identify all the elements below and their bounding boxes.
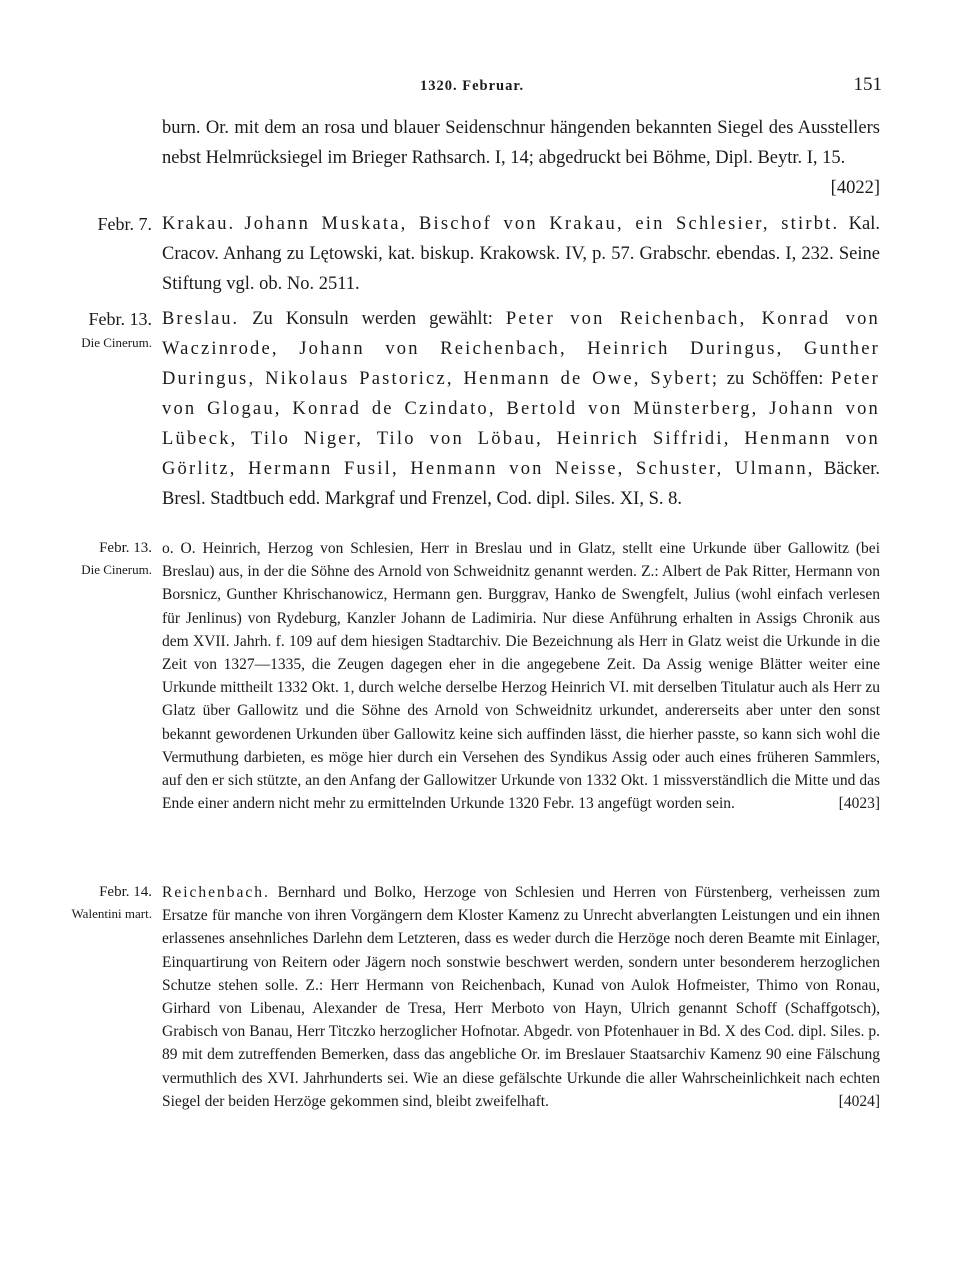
- feast-day: Walentini mart.: [71, 906, 152, 921]
- date-label: Febr. 13.: [99, 540, 152, 556]
- entry-body: zu Schöffen:: [726, 369, 824, 389]
- entry-date: [0, 209, 152, 239]
- date-label: Febr. 13.: [88, 309, 152, 329]
- entry-text: [162, 304, 880, 514]
- entry-body: o. O. Heinrich, Herzog von Schlesien, Herr in Breslau und in Glatz, stellt eine Urkunde über Gallowitz (bei Breslau) aus, in der die Söhne des Arnold von Schweidnitz genannt werden. Z.: Albert de Pak Ritter, Hermann von Borsnicz, Gunther Khrischanowicz, Hermann gen. Burggrav, Hanko de Swengfelt, Julius (wohl einfach verlesen für Jenlinus) von Rydeburg, Kanzler Johann de Ladimiria. Nur diese Anführung erhalten in Assigs Chronik aus dem XVII. Jahrh. f. 109 auf dem hiesigen Stadtarchiv. Die Bezeichnung als Herr in Glatz weist die Urkunde in die Zeit von 1327—1335, die Zeugen dagegen eher in die angegebene Zeit. Da Assig wenige Blätter weiter eine Urkunde mittheilt 1332 Okt. 1, durch welche derselbe Herzog Heinrich VI. mit derselben Titulatur auch als Herr zu Glatz über Gallowitz und die Söhne des Arnold von Schweidnitz urkundet, andererseits aber unter den sonst bekannt gewordenen Urkunden über Gallowitz keine sich auffinden lässt, die hierher passte, so kann sich wohl die Vermuthung darbieten, es möge hier durch ein Versehen des Syndikus Assig oder auch eines früheren Sammlers, auf den er sich stützte, an den Anfang der Gallowitzer Urkunde von 1332 Okt. 1 missverständlich die Mitte und das Ende einer andern nicht mehr zu ermittelnden Urkunde 1320 Febr. 13 angefügt worden sein.: [162, 540, 880, 813]
- entry-number: [4022]: [830, 178, 880, 198]
- entry-text: [162, 113, 880, 203]
- entry-date: [0, 537, 152, 580]
- entry-lead: Johann Muskata, Bischof von Krakau, ein Schlesier, stirbt.: [244, 214, 840, 234]
- entry-date: [0, 881, 152, 924]
- place-name: Breslau.: [162, 309, 240, 329]
- page-number: 151: [853, 74, 882, 95]
- consul-names: Peter von Reichenbach, Konrad von Waczinrode, Johann von Reichenbach, Heinrich Duringus, Gunther Duringus, Nikolaus Pastoricz, Henmann de Owe, Sybert;: [162, 309, 880, 389]
- schoeffen-names: Peter von Glogau, Konrad de Czindato, Bertold von Münsterberg, Johann von Lübeck, Tilo Niger, Tilo von Löbau, Heinrich Siffridi, Henmann von Görlitz, Hermann Fusil, Henmann von Neisse, Schuster, Ulmann,: [162, 369, 881, 479]
- page-header: [160, 74, 882, 104]
- entry-number: [4023]: [838, 795, 880, 813]
- feast-day: Die Cinerum.: [81, 562, 152, 577]
- entry-body: Zu Konsuln werden gewählt:: [252, 309, 493, 329]
- entry-text: [162, 209, 880, 299]
- entry-text: [162, 881, 880, 1113]
- date-label: Febr. 14.: [99, 884, 152, 900]
- feast-day: Die Cinerum.: [81, 335, 152, 350]
- place-name: Reichenbach.: [162, 884, 270, 901]
- entry-number: [4024]: [838, 1092, 880, 1110]
- entry-body: burn. Or. mit dem an rosa und blauer Seidenschnur hängenden bekannten Siegel des Ausstellers nebst Helmrücksiegel im Brieger Rathsarch. I, 14; abgedruckt bei Böhme, Dipl. Beytr. I, 15.: [162, 118, 880, 168]
- date-label: Febr. 7.: [97, 214, 152, 234]
- entry-body: Bernhard und Bolko, Herzoge von Schlesien und Herren von Fürstenberg, verheissen zum Ersatze für manche von ihren Vorgängern dem Kloster Kamenz zu Unrecht abverlangten Leistungen und ein ihnen erlassenes ansehnliches Darlehn dem Letzteren, dass es weder durch die Herzöge noch deren Beamte mit Einlager, Einquartirung von Reitern oder Jägern noch sonstwie beschwert werden, sondern unter besonderem herzoglichen Schutze stehen solle. Z.: Herr Hermann von Reichenbach, Kunad von Aulok Hofmeister, Thimo von Ronau, Girhard von Libenau, Alexander de Tresa, Herr Merboto von Hayn, Ulrich genannt Schoff (Schaffgotsch), Grabisch von Banau, Herr Titczko herzoglicher Hofnotar. Abgedr. von Pfotenhauer in Bd. X des Cod. dipl. Siles. p. 89 mit dem zutreffenden Bemerken, dass das angebliche Or. im Breslauer Staatsarchiv Kamenz 90 eine Fälschung vermuthlich des XVI. Jahrhunderts sei. Wie an diese gefälschte Urkunde die aller Wahrscheinlichkeit nach echten Siegel der beiden Herzöge gekommen sind, bleibt zweifelhaft.: [162, 884, 881, 1110]
- running-title: 1320. Februar.: [420, 78, 525, 94]
- entry-text: [162, 537, 880, 815]
- entry-body: Bäcker. Bresl. Stadtbuch edd. Markgraf und Frenzel, Cod. dipl. Siles. XI, S. 8.: [162, 459, 880, 509]
- entry-date: [0, 304, 152, 352]
- entry-body: Kal. Cracov. Anhang zu Lętowski, kat. biskup. Krakowsk. IV, p. 57. Grabschr. ebendas. I, 232. Seine Stiftung vgl. ob. No. 2511.: [162, 214, 881, 294]
- place-name: Krakau.: [162, 214, 236, 234]
